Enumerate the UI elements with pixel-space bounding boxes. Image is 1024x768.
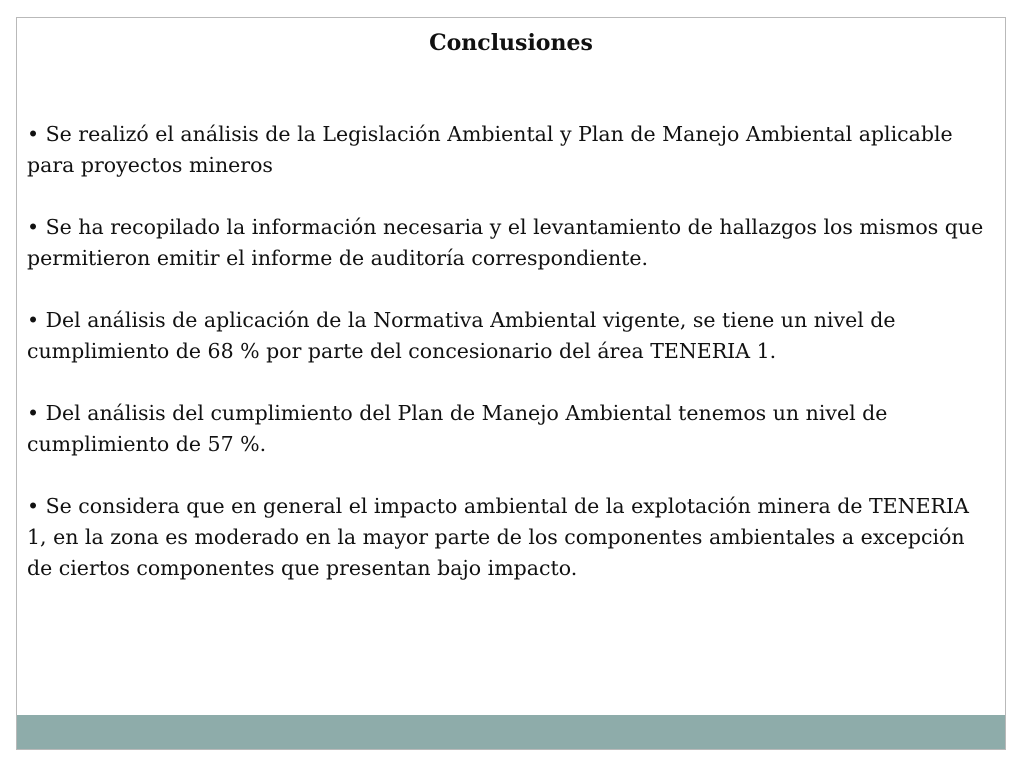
bullet-normativa-compliance: • Del análisis de aplicación de la Normativa Ambiental vigente, se tiene un nivel de cumplimiento de 68 % por parte del concesionario del área TENERIA 1. [27,308,896,363]
bullet-information-gathering: • Se ha recopilado la información necesaria y el levantamiento de hallazgos los mismos que permitieron emitir el informe de auditoría correspondiente. [27,215,984,270]
bullet-plan-compliance: • Del análisis del cumplimiento del Plan de Manejo Ambiental tenemos un nivel de cumplimiento de 57 %. [27,401,888,456]
bullet-environmental-impact: • Se considera que en general el impacto ambiental de la explotación minera de TENERIA 1, en la zona es moderado en la mayor parte de los componentes ambientales a excepción de ciertos componentes que presentan bajo impacto. [27,494,969,580]
slide-title: Conclusiones [429,30,593,56]
slide [16,17,1006,750]
bullet-legislation-analysis: • Se realizó el análisis de la Legislación Ambiental y Plan de Manejo Ambiental aplicable para proyectos mineros [27,122,953,177]
footer-bar [17,715,1005,749]
conclusions-list [27,119,987,615]
